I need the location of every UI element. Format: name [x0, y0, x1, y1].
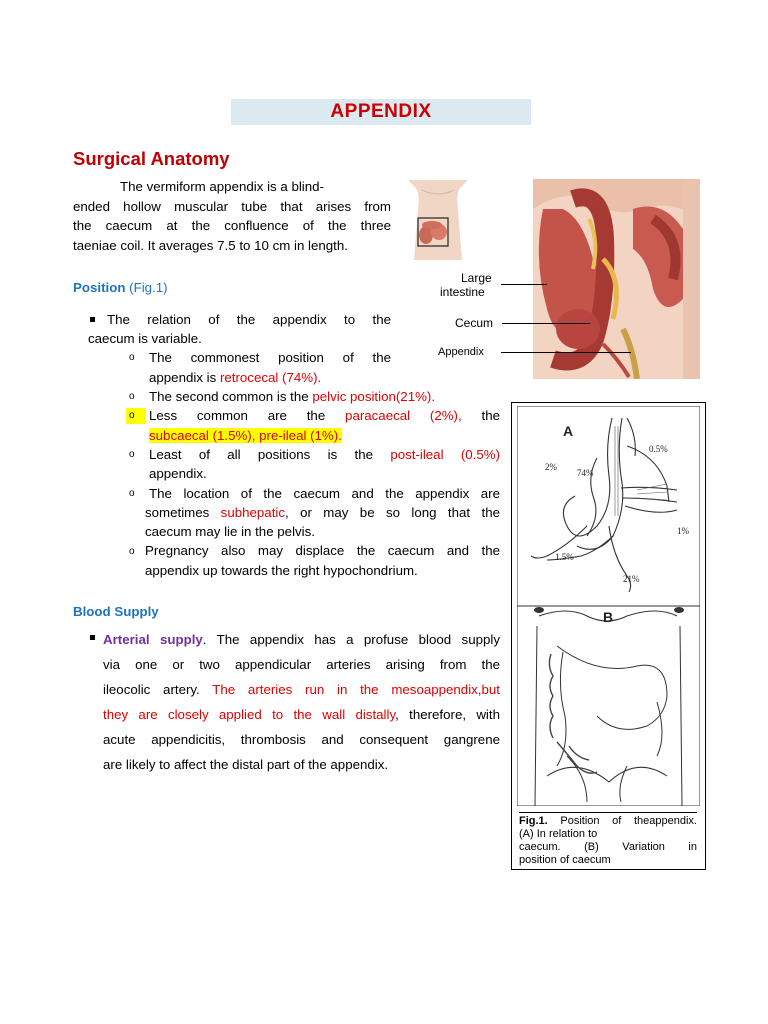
figure-panel-a-drawing — [517, 406, 700, 606]
figure-caption — [519, 812, 697, 867]
figure-a-pct-label: 1.5% — [555, 552, 574, 562]
leader-line-large-intestine — [501, 284, 547, 285]
figure-panel-b-drawing — [517, 606, 700, 806]
sub3-text-the: the — [461, 408, 500, 423]
sub-bullet-line: appendix. — [149, 466, 207, 481]
blood-line — [103, 627, 500, 652]
torso-thumbnail-image — [402, 180, 474, 260]
sub-bullet-line — [145, 503, 500, 523]
blood-l3-red: The arteries run in the mesoappendix,but — [212, 682, 500, 697]
position-heading-text: Position — [73, 280, 126, 295]
figure-a-pct-label: 0.5% — [649, 444, 668, 454]
square-bullet-icon — [90, 635, 95, 640]
sub3-red: paracaecal (2%), — [345, 408, 462, 423]
intro-line: The vermiform appendix is a blind- — [120, 179, 324, 194]
figure-a-pct-label: 1% — [677, 526, 689, 536]
sub-bullet-line — [149, 387, 435, 407]
blood-line: are likely to affect the distal part of the appendix. — [103, 757, 389, 772]
blood-l1-text: . The appendix has a profuse blood supply — [202, 632, 500, 647]
figure-panel-b-label: B — [603, 609, 614, 625]
arterial-supply-label: Arterial supply — [103, 632, 203, 647]
circle-bullet-icon: o — [129, 410, 135, 421]
intro-line: ended hollow muscular tube that arises from — [73, 198, 391, 214]
circle-bullet-icon: o — [129, 391, 135, 402]
sub4-red: post-ileal (0.5%) — [390, 447, 500, 462]
sub2-red: pelvic position(21%). — [312, 389, 436, 404]
blood-line — [103, 677, 500, 702]
blood-line — [103, 702, 500, 727]
sub-bullet-line: Pregnancy also may displace the caecum and the — [145, 543, 500, 558]
caption-line: caecum. (B) Variation in — [519, 841, 697, 853]
sub3-text: Less common are the — [149, 408, 346, 423]
figure-a-pct-label: 74% — [577, 468, 594, 478]
position-heading — [73, 278, 168, 298]
caption-line — [519, 815, 697, 828]
intro-paragraph — [73, 177, 391, 255]
sub1-text: appendix is — [149, 370, 220, 385]
sub5-red: subhepatic — [220, 505, 285, 520]
blood-l3-text: ileocolic artery. — [103, 682, 213, 697]
intro-line: taeniae coil. It averages 7.5 to 10 cm in length. — [73, 237, 348, 253]
circle-bullet-icon: o — [129, 488, 135, 499]
blood-l4-red: they are closely applied to the wall distally — [103, 707, 396, 722]
figure-a-pct-label: 2% — [545, 462, 557, 472]
sub2-text: The second common is the — [149, 389, 313, 404]
label-cecum: Cecum — [455, 316, 494, 330]
sub-bullet-line: The location of the caecum and the appendix are — [149, 486, 500, 501]
title-box — [231, 99, 531, 125]
circle-bullet-icon: o — [129, 449, 135, 460]
sub-bullet-line: caecum may lie in the pelvis. — [145, 524, 315, 539]
sub-bullet-line: The commonest position of the — [149, 350, 391, 365]
sub-bullet-line — [149, 426, 342, 446]
sub5-text: sometimes — [145, 505, 221, 520]
sub-bullet-line — [149, 406, 500, 426]
caption-line: (A) In relation to — [519, 828, 598, 840]
leader-line-appendix — [501, 352, 631, 353]
label-intestine: intestine — [440, 285, 485, 299]
intro-line: the caecum at the confluence of the three — [73, 218, 391, 233]
blood-line: acute appendicitis, thrombosis and consequent gangrene — [103, 732, 500, 747]
caption-label: Fig.1. — [519, 815, 548, 827]
position-bullet-line: The relation of the appendix to the — [107, 312, 391, 327]
label-large-intestine — [440, 271, 492, 299]
blood-line: via one or two appendicular arteries arising from the — [103, 657, 500, 672]
figure-a-pct-label: 21% — [623, 574, 640, 584]
label-appendix: Appendix — [438, 346, 484, 358]
position-fig-ref: (Fig.1) — [129, 280, 168, 295]
sub1-red: retrocecal (74%). — [219, 370, 322, 385]
sub5-text-post: , or may be so long that the — [285, 505, 500, 520]
circle-bullet-icon: o — [129, 352, 135, 363]
position-bullet-line: caecum is variable. — [88, 331, 202, 346]
blood-supply-heading: Blood Supply — [73, 604, 159, 619]
square-bullet-icon — [90, 317, 95, 322]
circle-bullet-icon: o — [129, 546, 135, 557]
caption-text: Position of theappendix. — [547, 815, 697, 827]
blood-l4-text: , therefore, with — [395, 707, 500, 722]
appendix-anatomy-image — [533, 179, 700, 379]
label-large: Large — [461, 271, 492, 285]
sub3-red-highlight: subcaecal (1.5%), pre-ileal (1%). — [149, 428, 342, 443]
page-title: APPENDIX — [330, 101, 432, 122]
sub-bullet-line — [149, 368, 321, 388]
sub-bullet-line — [149, 445, 500, 465]
leader-line-cecum — [502, 323, 590, 324]
figure-1-frame — [511, 402, 706, 870]
heading-surgical-anatomy: Surgical Anatomy — [73, 148, 230, 169]
caption-line: position of caecum — [519, 854, 611, 866]
blood-supply-paragraph — [103, 627, 500, 777]
figure-panel-a-label: A — [563, 423, 574, 439]
sub-bullet-line: appendix up towards the right hypochondrium. — [145, 563, 418, 578]
sub4-text: Least of all positions is the — [149, 447, 391, 462]
